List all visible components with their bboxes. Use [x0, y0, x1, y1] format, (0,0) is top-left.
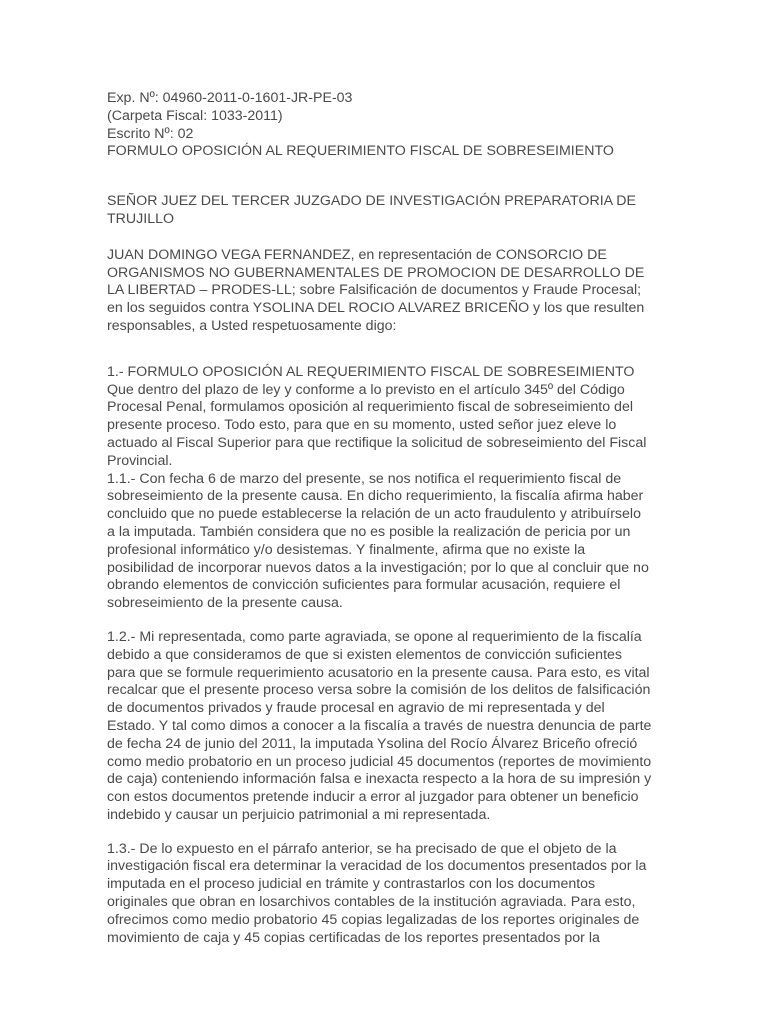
intro-paragraph: [107, 247, 663, 336]
intro-line: responsables, a Usted respetuosamente digo:: [107, 317, 397, 334]
section-1-1-line: concluido que no puede establecerse la relación de un acto fraudulento y atribuírselo: [107, 506, 641, 523]
section-1-3-line: investigación fiscal era determinar la veracidad de los documentos presentados por la: [107, 858, 647, 875]
section-1-3-line: ofrecimos como medio probatorio 45 copias legalizadas de los reportes originales de: [107, 911, 640, 928]
addressee-line: TRUJILLO: [107, 210, 175, 227]
section-1-2-line: de documentos privados y fraude procesal en agravio de mi representada y del: [107, 700, 605, 717]
addressee: [107, 193, 663, 229]
section-1-2-line: indebido y causar un perjuicio patrimonial a mi representada.: [107, 806, 491, 823]
intro-line: LA LIBERTAD – PRODES-LL; sobre Falsificación de documentos y Fraude Procesal;: [107, 282, 642, 299]
section-1-3-line: movimiento de caja y 45 copias certificadas de los reportes presentados por la: [107, 929, 600, 946]
section-1-3-line: originales que obran en losarchivos contables de la institución agraviada. Para esto,: [107, 894, 636, 911]
intro-line: JUAN DOMINGO VEGA FERNANDEZ, en representación de CONSORCIO DE: [107, 246, 607, 263]
section-1-3-line: imputada en el proceso judicial en trámite y contrastarlos con los documentos: [107, 876, 596, 893]
section-1-2-line: 1.2.- Mi representada, como parte agraviada, se opone al requerimiento de la fiscalía: [107, 628, 642, 645]
case-number: Exp. Nº: 04960-2011-0-1601-JR-PE-03: [107, 90, 353, 106]
section-1: [107, 364, 663, 613]
section-1-2-line: con estos documentos pretende inducir a error al juzgador para obtener un beneficio: [107, 789, 639, 806]
section-1-2-line: de caja) conteniendo información falsa e inexacta respecto a la hora de su impresión y: [107, 771, 652, 788]
section-1-1-line: obrando elementos de convicción suficientes para formular acusación, requiere el: [107, 577, 621, 594]
intro-line: ORGANISMOS NO GUBERNAMENTALES DE PROMOCION DE DESARROLLO DE: [107, 264, 645, 281]
section-1-1-line: sobreseimiento de la presente causa.: [107, 595, 343, 612]
section-1-1-line: 1.1.- Con fecha 6 de marzo del presente, se nos notifica el requerimiento fiscal de: [107, 470, 622, 487]
fiscal-folder: (Carpeta Fiscal: 1033-2011): [107, 107, 283, 124]
section-1-1-line: posibilidad de incorporar nuevos datos a la investigación; por lo que al concluir que no: [107, 559, 649, 576]
section-1-1-line: a la imputada. También considera que no es posible la realización de pericia por un: [107, 523, 631, 540]
section-1-line: Procesal Penal, formulamos oposición al requerimiento fiscal de sobreseimiento del: [107, 399, 633, 416]
section-1-2: [107, 629, 663, 825]
section-1-2-line: de fecha 24 de junio del 2011, la imputada Ysolina del Rocío Álvarez Briceño ofreció: [107, 735, 638, 752]
section-1-2-line: Estado. Y tal como dimos a conocer a la fiscalía a través de nuestra denuncia de parte: [107, 717, 652, 734]
section-1-heading: 1.- FORMULO OPOSICIÓN AL REQUERIMIENTO FISCAL DE SOBRESEIMIENTO: [107, 363, 635, 380]
document-page: [107, 90, 663, 947]
section-1-line: Que dentro del plazo de ley y conforme a lo previsto en el artículo 345º del Código: [107, 381, 625, 398]
section-1-3-line: 1.3.- De lo expuesto en el párrafo anterior, se ha precisado de que el objeto de la: [107, 840, 617, 857]
section-1-2-line: para que se formule requerimiento acusatorio en la presente causa. Para esto, es vital: [107, 664, 650, 681]
section-1-line: Provincial.: [107, 452, 173, 469]
section-1-2-line: debido a que consideramos de que si existen elementos de convicción suficientes: [107, 646, 623, 663]
section-1-3: [107, 841, 663, 948]
section-1-line: presente proceso. Todo esto, para que en su momento, usted señor juez eleve lo: [107, 417, 617, 434]
document-header: [107, 90, 663, 161]
addressee-line: SEÑOR JUEZ DEL TERCER JUZGADO DE INVESTIGACIÓN PREPARATORIA DE: [107, 193, 636, 210]
section-1-1-line: profesional informático y/o desistemas. Y finalmente, afirma que no existe la: [107, 541, 586, 558]
intro-line: en los seguidos contra YSOLINA DEL ROCIO ALVAREZ BRICEÑO y los que resulten: [107, 300, 645, 317]
section-1-1-line: sobreseimiento de la presente causa. En dicho requerimiento, la fiscalía afirma haber: [107, 488, 644, 505]
brief-number: Escrito Nº: 02: [107, 125, 194, 142]
section-1-line: actuado al Fiscal Superior para que rectifique la solicitud de sobreseimiento del Fiscal: [107, 434, 647, 451]
section-1-2-line: recalcar que el presente proceso versa sobre la comisión de los delitos de falsificación: [107, 682, 651, 699]
brief-subject: FORMULO OPOSICIÓN AL REQUERIMIENTO FISCAL DE SOBRESEIMIENTO: [107, 143, 614, 160]
section-1-2-line: como medio probatorio en un proceso judicial 45 documentos (reportes de movimiento: [107, 753, 652, 770]
